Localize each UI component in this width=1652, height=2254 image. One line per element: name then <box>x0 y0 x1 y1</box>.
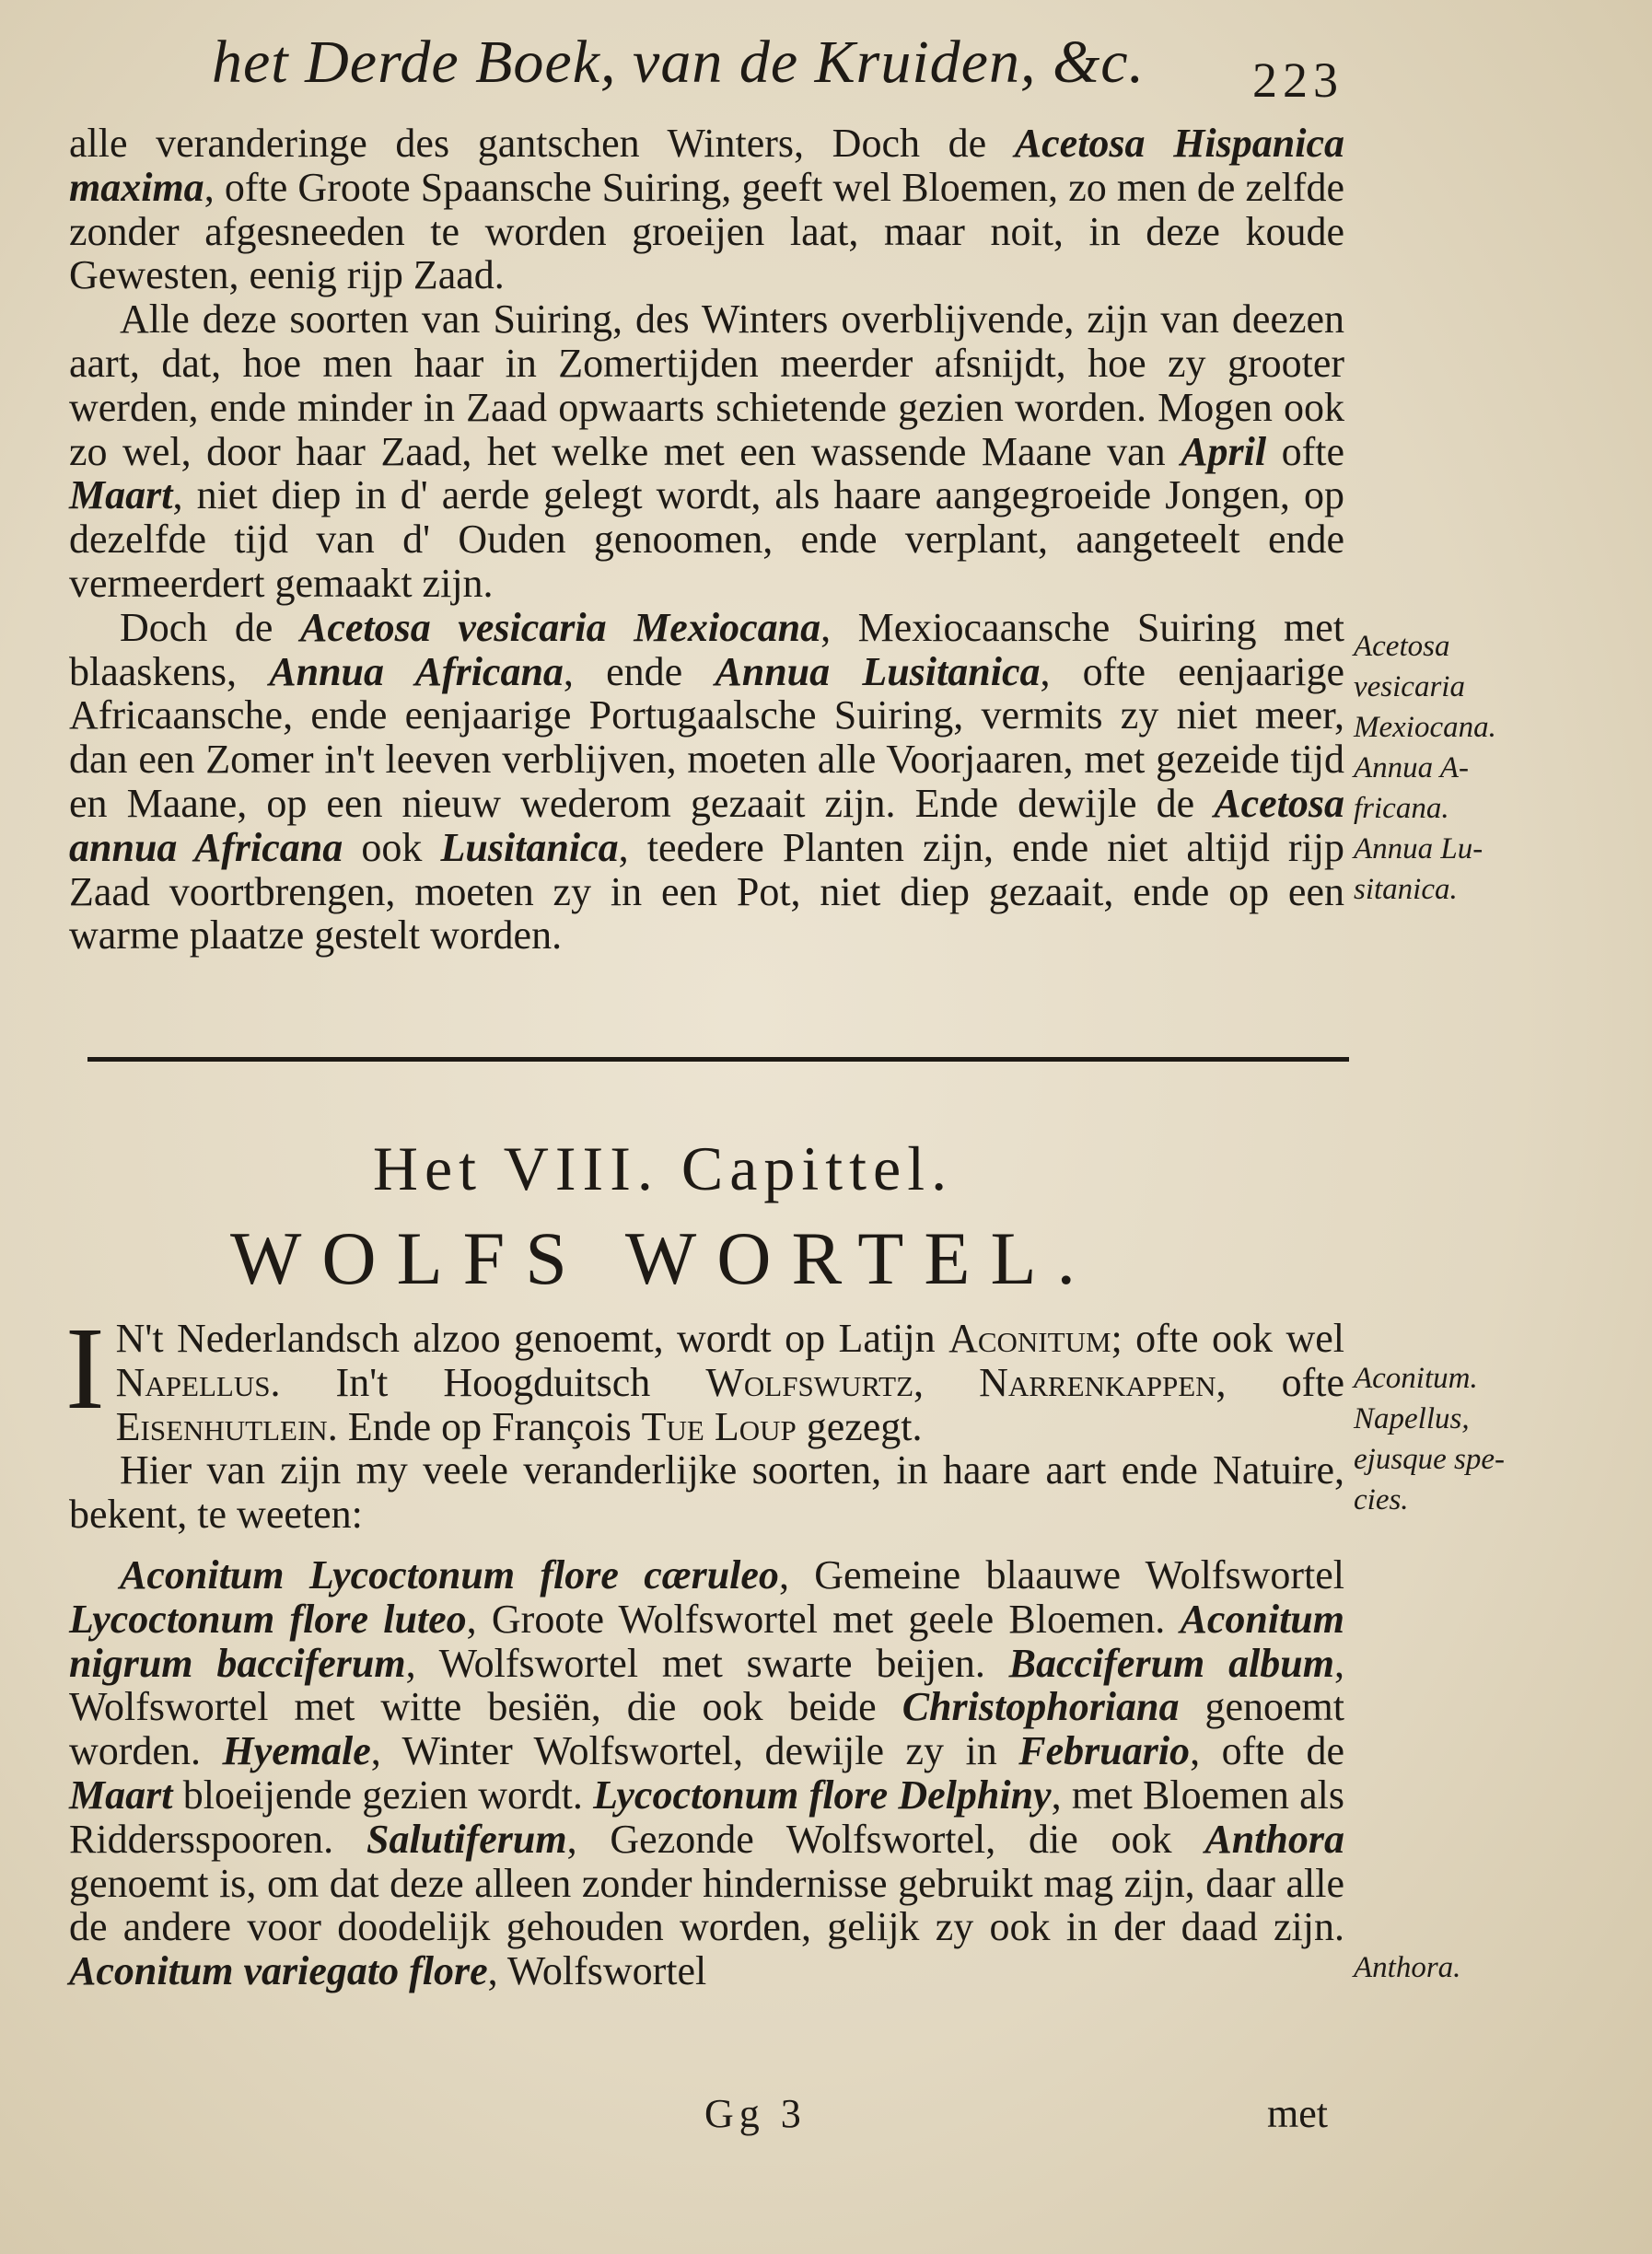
variety-list <box>69 1553 1344 1993</box>
text-run: genoemt worden. <box>69 1684 1345 1774</box>
text-run: bloeijende gezien wordt. <box>172 1772 594 1818</box>
text-run: , Gemeine blaauwe Wolfswortel <box>778 1551 1344 1598</box>
paragraph-varieties-intro: Hier van zijn my veele veranderlijke soorten, in haare aart ende Natuire, bekent, te weeten: <box>69 1447 1344 1538</box>
paragraph-intro <box>65 1303 1345 1449</box>
chapter-divider-rule <box>87 1057 1349 1062</box>
running-head: het Derde Boek, van de Kruiden, &c. <box>212 29 1146 96</box>
latin-term: Acetosa vesicaria Mexiocana <box>300 604 821 650</box>
margin-note-line: Annua Lu- <box>1354 832 1483 866</box>
text-run: gezegt. <box>796 1403 923 1449</box>
text-run: genoemt is, om dat deze alleen zonder hindernisse gebruikt mag zijn, daar alle de andere voor doodelijk gehouden worden, gelijk zy ook in der daad zijn. <box>69 1860 1344 1950</box>
latin-term: Lycoctonum flore Delphiny <box>593 1772 1052 1818</box>
margin-note-line: Acetosa <box>1354 630 1450 663</box>
paragraph-3 <box>69 606 1344 958</box>
text-run: , Mexiocaansche Suiring met blaaskens, <box>69 604 1345 694</box>
text-run: . Ende op François <box>327 1403 642 1449</box>
text-run: ook <box>343 824 441 870</box>
latin-term: Lusitanica <box>440 824 619 870</box>
latin-term: Bacciferum album <box>1008 1640 1335 1686</box>
text-run: , ofte de <box>1190 1728 1345 1774</box>
text-run: , ofte Groote Spaansche Suiring, geeft wel Bloemen, zo men de zelfde zonder afgesneeden te worden groeijen laat, maar noit, in deze koude Gewesten, eenig rijp Zaad. <box>69 164 1344 298</box>
paragraph-2 <box>69 297 1344 606</box>
margin-note-line: fricana. <box>1354 792 1449 825</box>
text-run: ofte <box>1266 428 1345 474</box>
latin-term: Salutiferum <box>366 1816 567 1862</box>
margin-note-line: Annua A- <box>1354 751 1469 784</box>
text-run: , ofte <box>1216 1359 1344 1405</box>
text-run: Alle deze soorten van Suiring, des Winters overblijvende, zijn van deezen aart, dat, hoe men haar in Zomertijden meerder afsnijdt, hoe zy grooter werden, ende minder in Zaad opwaarts schietende gezien worden. Mogen ook zo wel, door haar Zaad, het welke met een wassende Maane van <box>69 296 1344 474</box>
page-number: 223 <box>1252 52 1344 108</box>
small-caps-term: Wolfswurtz, Narrenkappen <box>705 1359 1216 1405</box>
latin-term: Acetosa Hispanica maxima <box>69 121 1344 210</box>
signature-mark: Gg 3 <box>704 2091 807 2136</box>
text-run: , ofte eenjaarige Africaansche, ende eenjaarige Portugaalsche Suiring, vermits zy niet meer, dan een Zomer in't leeven verblijven, moeten alle Voorjaaren, met gezeide tijd en Maane, op een nieuw wederom gezaait zijn. Ende dewijle de <box>69 648 1345 826</box>
margin-note-anthora: Anthora. <box>1354 1951 1461 1984</box>
margin-note-line: Mexiocana. <box>1354 711 1496 744</box>
margin-note-line: vesicaria <box>1354 670 1465 703</box>
small-caps-term: Eisenhutlein <box>115 1403 328 1449</box>
latin-term: Maart <box>69 1772 173 1818</box>
latin-term: Hyemale <box>222 1728 371 1774</box>
text-run: , Wolfswortel <box>487 1948 707 1994</box>
margin-note-acetosa <box>1354 626 1547 910</box>
variety-paragraph <box>69 1553 1344 1993</box>
latin-term: Aconitum Lycoctonum flore cæruleo <box>120 1551 779 1598</box>
text-section-2 <box>65 1303 1345 1994</box>
text-run: , Wolfswortel met swarte beijen. <box>405 1640 1009 1686</box>
latin-term: Lycoctonum flore luteo <box>69 1596 467 1642</box>
text-run: , Winter Wolfswortel, dewijle zy in <box>370 1728 1019 1774</box>
text-run: N't Nederlandsch alzoo genoemt, wordt op Latijn <box>115 1316 949 1361</box>
text-section-1 <box>69 122 1344 958</box>
text-run: , teedere Planten zijn, ende niet altijd rijp Zaad voortbrengen, moeten zy in een Pot, niet diep gezaait, ende op een warme plaatze gestelt worden. <box>69 824 1344 959</box>
text-run: , Wolfswortel met witte besiën, die ook beide <box>69 1640 1345 1730</box>
text-run: , met Bloemen als Riddersspooren. <box>69 1772 1344 1862</box>
drop-cap: I <box>65 1303 105 1434</box>
text-run: alle veranderinge des gantschen Winters, Doch de <box>69 121 1015 166</box>
latin-term: Anthora <box>1204 1816 1344 1862</box>
latin-term: Annua Africana <box>269 648 564 694</box>
paragraph-1 <box>69 122 1344 297</box>
small-caps-term: Napellus <box>115 1359 271 1405</box>
text-run: , niet diep in d' aerde gelegt wordt, als haare aangegroeide Jongen, op dezelfde tijd van d' Ouden genoomen, ende verplant, aangeteelt ende vermeerdert gemaakt zijn. <box>69 472 1344 606</box>
margin-note-aconitum <box>1354 1358 1547 1520</box>
latin-term: Aconitum variegato flore <box>69 1948 488 1994</box>
text-run: . In't Hoogduitsch <box>270 1359 706 1405</box>
latin-term: Annua Lusitanica <box>715 648 1041 694</box>
chapter-heading: Het VIII. Capittel. <box>372 1133 954 1203</box>
margin-note-line: ejusque spe- <box>1354 1443 1506 1476</box>
text-run: , Groote Wolfswortel met geele Bloemen. <box>466 1596 1181 1642</box>
small-caps-term: Aconitum <box>948 1316 1111 1361</box>
text-run: Doch de <box>120 604 300 650</box>
text-run: , Gezonde Wolfswortel, die ook <box>566 1816 1205 1862</box>
margin-note-line: Aconitum. <box>1354 1362 1478 1395</box>
text-run: , ende <box>563 648 715 694</box>
margin-note-line: cies. <box>1354 1483 1409 1516</box>
margin-note-line: Napellus, <box>1354 1402 1470 1435</box>
latin-term: Acetosa annua Africana <box>69 780 1344 870</box>
latin-term: Februario <box>1018 1728 1191 1774</box>
latin-term: Maart <box>69 472 173 518</box>
catchword: met <box>1267 2091 1328 2136</box>
latin-term: Aconitum nigrum bacciferum <box>69 1596 1344 1686</box>
small-caps-term: Tue Loup <box>641 1403 797 1449</box>
text-run: ; ofte ook wel <box>1111 1316 1345 1361</box>
latin-term: April <box>1181 428 1267 474</box>
margin-note-line: sitanica. <box>1354 873 1458 906</box>
latin-term: Christophoriana <box>902 1684 1180 1730</box>
chapter-title: WOLFS WORTEL. <box>229 1216 1097 1300</box>
